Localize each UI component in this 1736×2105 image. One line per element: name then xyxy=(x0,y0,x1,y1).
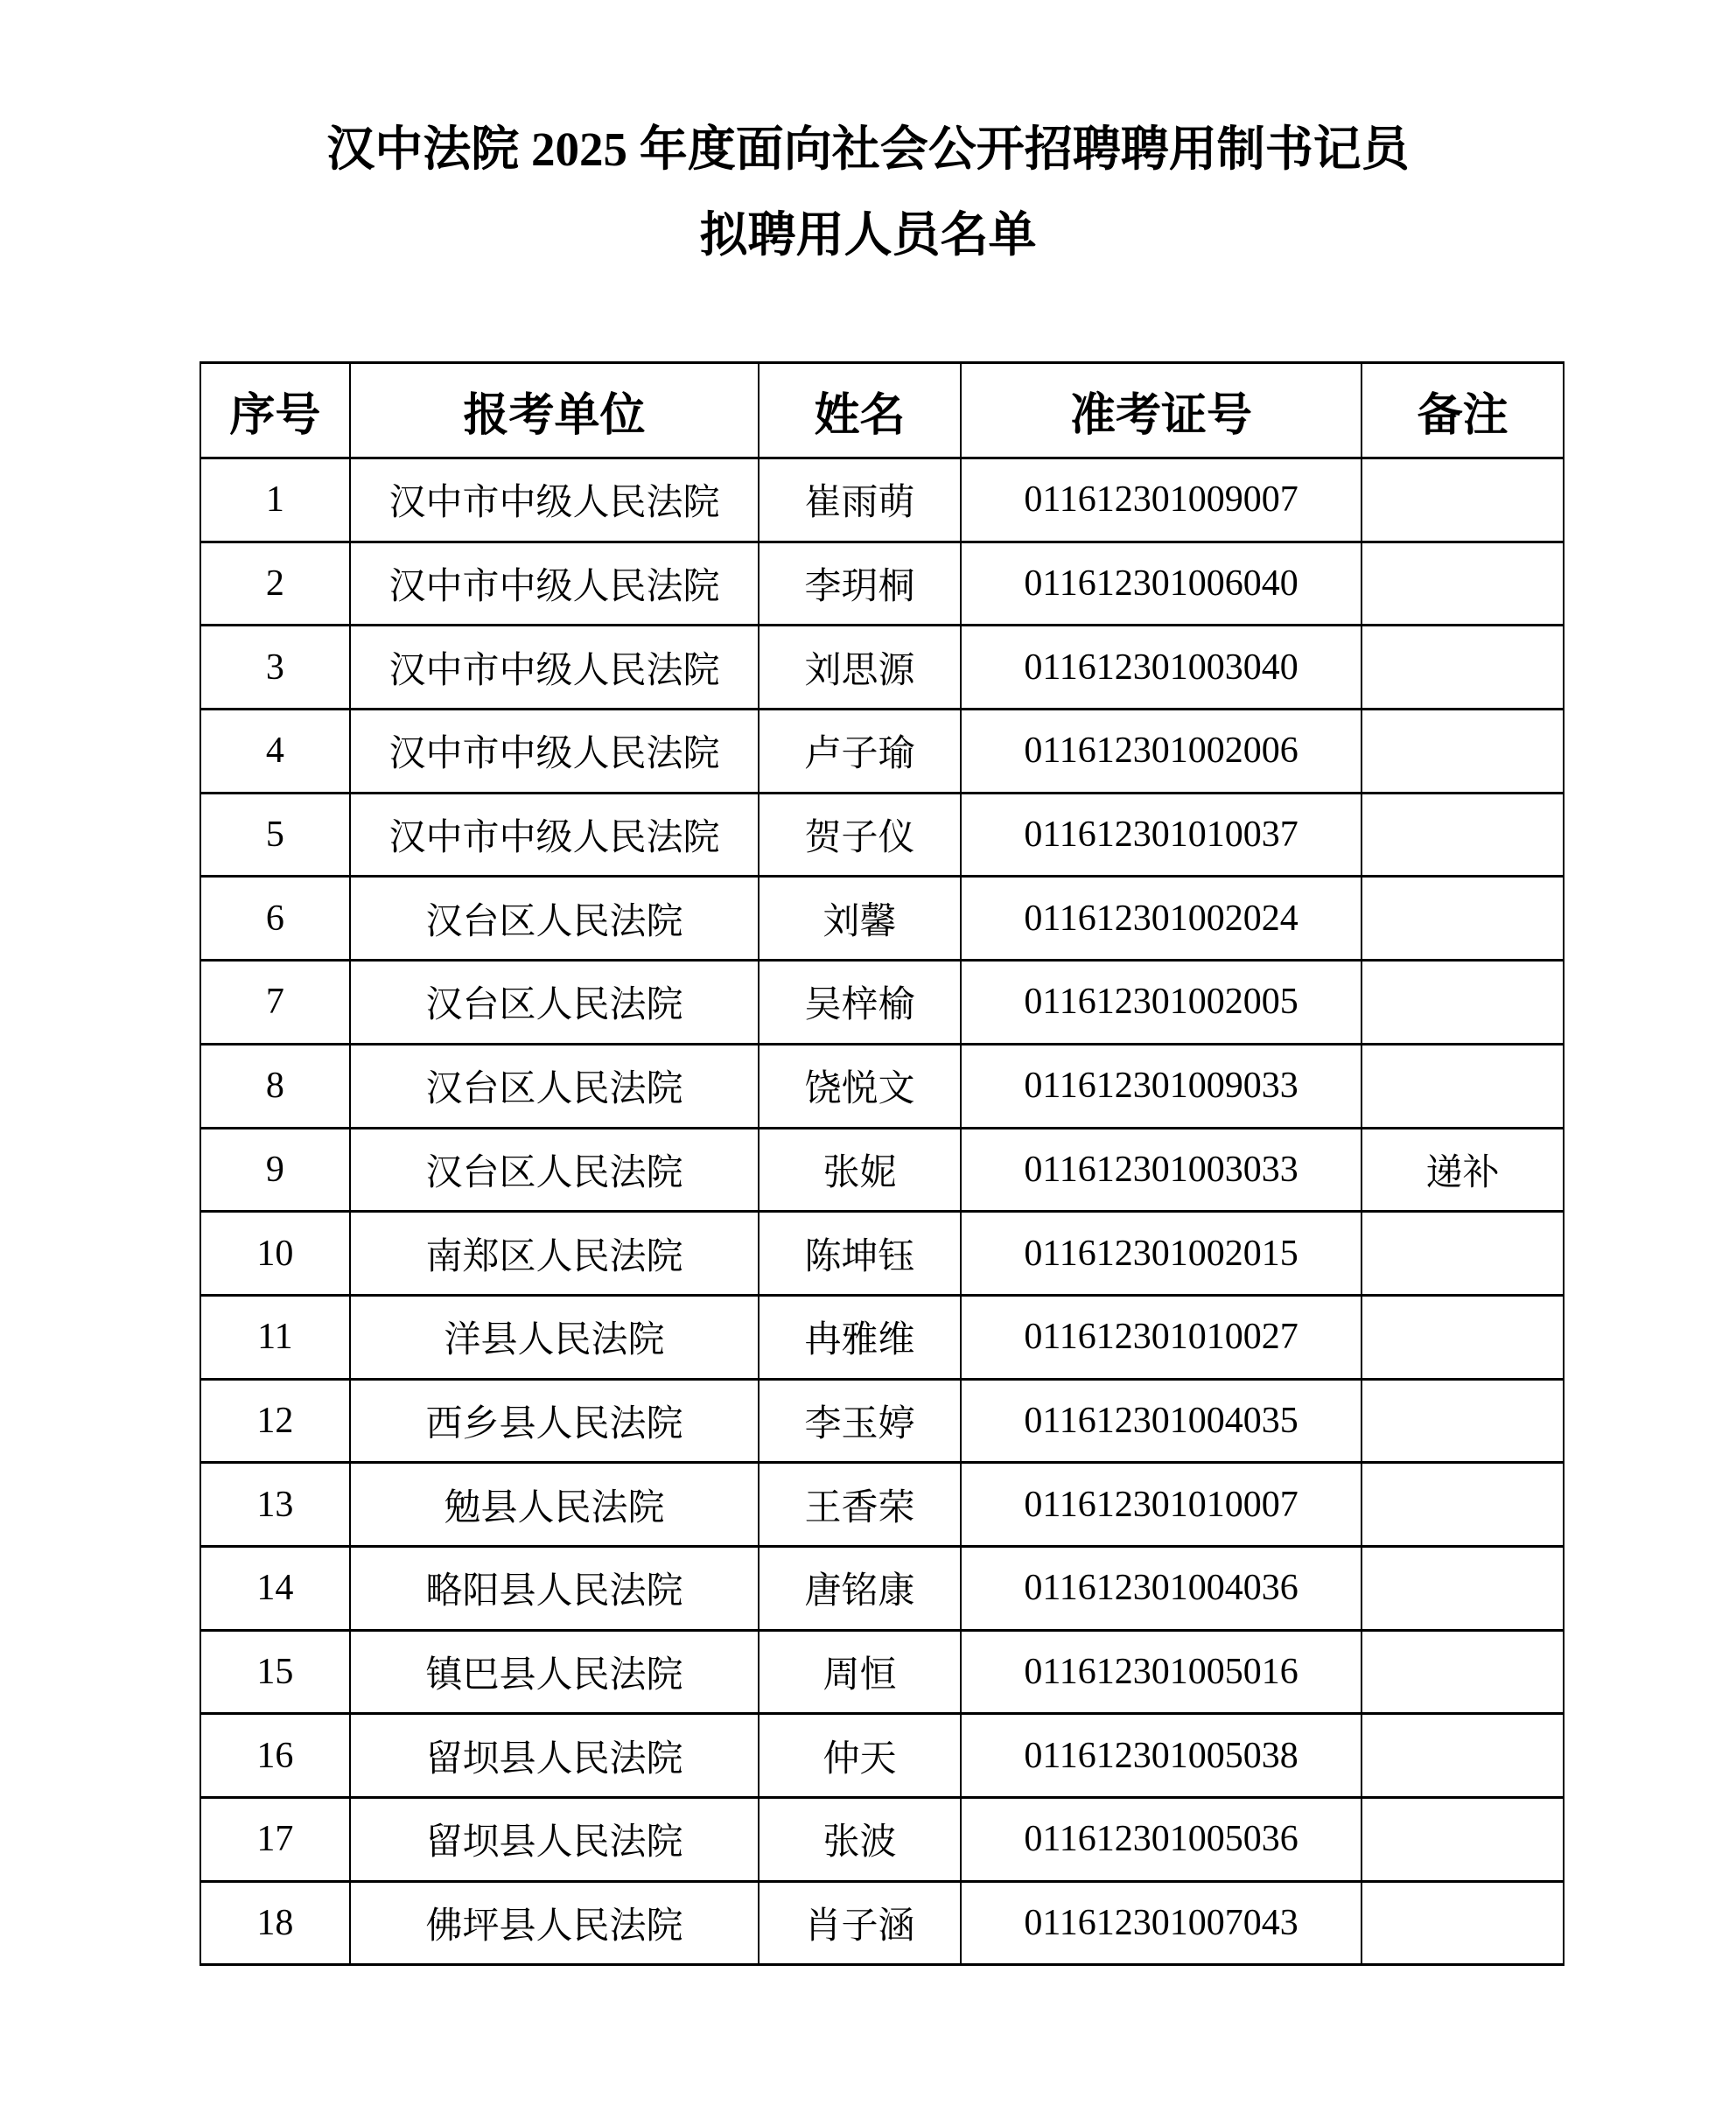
header-remark: 备注 xyxy=(1362,363,1564,458)
cell-name: 周恒 xyxy=(759,1630,961,1714)
table-row xyxy=(200,1881,1564,1965)
cell-serial: 18 xyxy=(200,1881,350,1965)
header-serial-number: 序号 xyxy=(200,363,350,458)
cell-remark xyxy=(1362,1379,1564,1463)
cell-unit: 汉中市中级人民法院 xyxy=(350,458,759,542)
cell-remark xyxy=(1362,458,1564,542)
cell-unit: 留坝县人民法院 xyxy=(350,1714,759,1798)
cell-remark xyxy=(1362,1295,1564,1379)
cell-name: 王香荣 xyxy=(759,1463,961,1547)
cell-name: 李玉婷 xyxy=(759,1379,961,1463)
cell-unit: 汉中市中级人民法院 xyxy=(350,542,759,626)
cell-remark xyxy=(1362,961,1564,1045)
cell-remark: 递补 xyxy=(1362,1128,1564,1212)
cell-unit: 勉县人民法院 xyxy=(350,1463,759,1547)
cell-ticket: 011612301004036 xyxy=(961,1546,1362,1630)
cell-name: 唐铭康 xyxy=(759,1546,961,1630)
cell-serial: 4 xyxy=(200,710,350,794)
cell-unit: 镇巴县人民法院 xyxy=(350,1630,759,1714)
cell-serial: 17 xyxy=(200,1798,350,1882)
cell-name: 张妮 xyxy=(759,1128,961,1212)
cell-remark xyxy=(1362,1630,1564,1714)
cell-serial: 3 xyxy=(200,626,350,710)
cell-ticket: 011612301010027 xyxy=(961,1295,1362,1379)
table-row xyxy=(200,458,1564,542)
cell-remark xyxy=(1362,1463,1564,1547)
table-row xyxy=(200,1798,1564,1882)
cell-remark xyxy=(1362,1044,1564,1128)
cell-remark xyxy=(1362,626,1564,710)
table-row xyxy=(200,542,1564,626)
cell-serial: 9 xyxy=(200,1128,350,1212)
cell-name: 吴梓榆 xyxy=(759,961,961,1045)
cell-unit: 汉台区人民法院 xyxy=(350,877,759,961)
header-applied-unit: 报考单位 xyxy=(350,363,759,458)
cell-remark xyxy=(1362,542,1564,626)
cell-serial: 2 xyxy=(200,542,350,626)
cell-unit: 汉中市中级人民法院 xyxy=(350,626,759,710)
cell-ticket: 011612301002006 xyxy=(961,710,1362,794)
cell-unit: 汉中市中级人民法院 xyxy=(350,710,759,794)
cell-unit: 留坝县人民法院 xyxy=(350,1798,759,1882)
table-row xyxy=(200,1546,1564,1630)
cell-unit: 略阳县人民法院 xyxy=(350,1546,759,1630)
cell-ticket: 011612301003040 xyxy=(961,626,1362,710)
cell-ticket: 011612301003033 xyxy=(961,1128,1362,1212)
table-row xyxy=(200,1379,1564,1463)
table-row xyxy=(200,710,1564,794)
cell-remark xyxy=(1362,1212,1564,1296)
cell-serial: 8 xyxy=(200,1044,350,1128)
cell-ticket: 011612301004035 xyxy=(961,1379,1362,1463)
cell-serial: 11 xyxy=(200,1295,350,1379)
cell-remark xyxy=(1362,710,1564,794)
cell-unit: 南郑区人民法院 xyxy=(350,1212,759,1296)
cell-serial: 14 xyxy=(200,1546,350,1630)
cell-name: 冉雅维 xyxy=(759,1295,961,1379)
table-row xyxy=(200,1714,1564,1798)
cell-serial: 1 xyxy=(200,458,350,542)
cell-name: 李玥桐 xyxy=(759,542,961,626)
cell-unit: 洋县人民法院 xyxy=(350,1295,759,1379)
table-header-row xyxy=(200,363,1564,458)
hiring-roster-table xyxy=(200,361,1564,1966)
table-row xyxy=(200,961,1564,1045)
cell-ticket: 011612301010007 xyxy=(961,1463,1362,1547)
cell-serial: 15 xyxy=(200,1630,350,1714)
cell-ticket: 011612301009033 xyxy=(961,1044,1362,1128)
cell-name: 仲天 xyxy=(759,1714,961,1798)
cell-ticket: 011612301002024 xyxy=(961,877,1362,961)
cell-ticket: 011612301002005 xyxy=(961,961,1362,1045)
cell-ticket: 011612301005038 xyxy=(961,1714,1362,1798)
cell-ticket: 011612301007043 xyxy=(961,1881,1362,1965)
cell-name: 陈坤钰 xyxy=(759,1212,961,1296)
cell-unit: 西乡县人民法院 xyxy=(350,1379,759,1463)
cell-remark xyxy=(1362,1798,1564,1882)
cell-serial: 5 xyxy=(200,793,350,877)
cell-ticket: 011612301006040 xyxy=(961,542,1362,626)
cell-unit: 汉台区人民法院 xyxy=(350,961,759,1045)
cell-ticket: 011612301005036 xyxy=(961,1798,1362,1882)
cell-unit: 汉中市中级人民法院 xyxy=(350,793,759,877)
table-row xyxy=(200,1128,1564,1212)
table-row xyxy=(200,626,1564,710)
cell-serial: 13 xyxy=(200,1463,350,1547)
cell-name: 贺子仪 xyxy=(759,793,961,877)
header-ticket-number: 准考证号 xyxy=(961,363,1362,458)
cell-remark xyxy=(1362,1881,1564,1965)
table-row xyxy=(200,877,1564,961)
cell-ticket: 011612301002015 xyxy=(961,1212,1362,1296)
cell-remark xyxy=(1362,1714,1564,1798)
document-title-line1: 汉中法院 2025 年度面向社会公开招聘聘用制书记员 xyxy=(326,122,1410,176)
cell-name: 崔雨萌 xyxy=(759,458,961,542)
cell-serial: 6 xyxy=(200,877,350,961)
cell-remark xyxy=(1362,793,1564,877)
cell-serial: 12 xyxy=(200,1379,350,1463)
cell-remark xyxy=(1362,877,1564,961)
cell-name: 刘馨 xyxy=(759,877,961,961)
table-row xyxy=(200,1630,1564,1714)
cell-name: 饶悦文 xyxy=(759,1044,961,1128)
cell-remark xyxy=(1362,1546,1564,1630)
cell-name: 刘思源 xyxy=(759,626,961,710)
cell-ticket: 011612301009007 xyxy=(961,458,1362,542)
cell-ticket: 011612301005016 xyxy=(961,1630,1362,1714)
table-row xyxy=(200,1295,1564,1379)
cell-name: 卢子瑜 xyxy=(759,710,961,794)
cell-unit: 佛坪县人民法院 xyxy=(350,1881,759,1965)
table-body xyxy=(200,458,1564,1965)
table-row xyxy=(200,1212,1564,1296)
cell-name: 张波 xyxy=(759,1798,961,1882)
table-row xyxy=(200,793,1564,877)
document-title-line2: 拟聘用人员名单 xyxy=(699,208,1037,262)
header-name: 姓名 xyxy=(759,363,961,458)
cell-unit: 汉台区人民法院 xyxy=(350,1128,759,1212)
cell-ticket: 011612301010037 xyxy=(961,793,1362,877)
cell-unit: 汉台区人民法院 xyxy=(350,1044,759,1128)
cell-name: 肖子涵 xyxy=(759,1881,961,1965)
table-row xyxy=(200,1463,1564,1547)
cell-serial: 7 xyxy=(200,961,350,1045)
cell-serial: 16 xyxy=(200,1714,350,1798)
table-row xyxy=(200,1044,1564,1128)
cell-serial: 10 xyxy=(200,1212,350,1296)
